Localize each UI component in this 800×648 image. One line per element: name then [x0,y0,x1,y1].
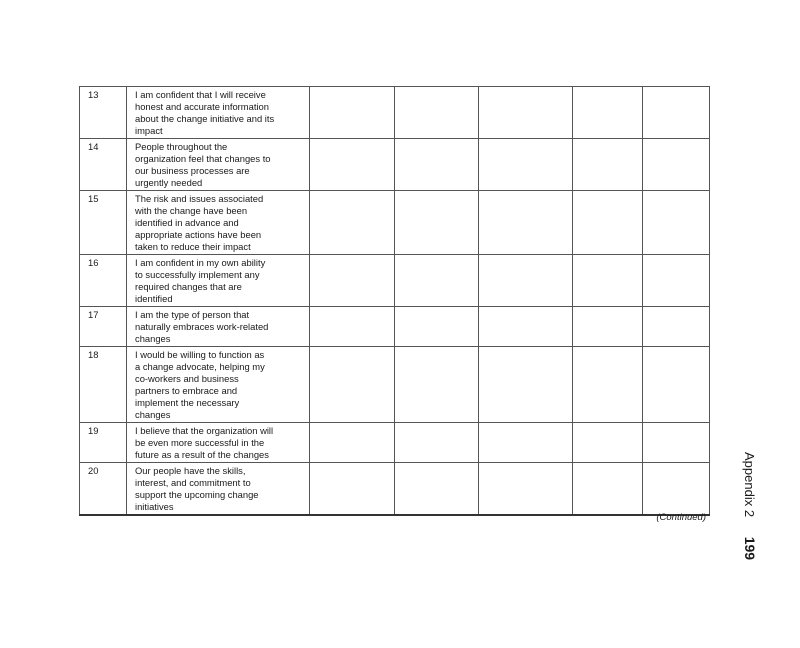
statement-line: to successfully implement any [135,269,260,280]
statement-line: interest, and commitment to [135,477,251,488]
response-cell[interactable] [479,87,573,139]
response-cell[interactable] [310,307,395,347]
item-number: 14 [80,139,127,191]
response-cell[interactable] [643,87,710,139]
statement-cell [127,307,310,347]
statement-line: I am confident that I will receive [135,89,266,100]
statement-line: The risk and issues associated [135,193,264,204]
response-cell[interactable] [395,463,479,516]
statement-line: taken to reduce their impact [135,241,251,252]
statement-line: co-workers and business [135,373,239,384]
response-cell[interactable] [643,423,710,463]
statement-line: I am confident in my own ability [135,257,266,268]
statement-line: I would be willing to function as [135,349,265,360]
response-cell[interactable] [573,255,643,307]
statement-line: our business processes are [135,165,250,176]
response-cell[interactable] [310,255,395,307]
table-row [80,347,710,423]
statement-line: Our people have the skills, [135,465,246,476]
response-cell[interactable] [395,255,479,307]
item-number: 19 [80,423,127,463]
response-cell[interactable] [643,191,710,255]
statement-cell [127,87,310,139]
response-cell[interactable] [573,191,643,255]
statement-line: support the upcoming change [135,489,259,500]
running-footer [738,452,778,592]
response-cell[interactable] [479,423,573,463]
statement-line: a change advocate, helping my [135,361,265,372]
response-cell[interactable] [310,347,395,423]
statement-line: about the change initiative and its [135,113,275,124]
continued-note: (Continued) [656,512,706,523]
response-cell[interactable] [643,255,710,307]
statement-cell [127,423,310,463]
response-cell[interactable] [479,191,573,255]
item-number: 13 [80,87,127,139]
survey-table [79,86,710,516]
statement-line: changes [135,333,171,344]
response-cell[interactable] [395,191,479,255]
statement-line: I believe that the organization will [135,425,274,436]
table-row [80,423,710,463]
statement-cell [127,191,310,255]
table-row [80,191,710,255]
statement-line: initiatives [135,501,174,512]
page-number: 199 [742,536,758,561]
statement-cell [127,139,310,191]
statement-cell [127,463,310,516]
response-cell[interactable] [643,463,710,516]
response-cell[interactable] [310,191,395,255]
statement-cell [127,347,310,423]
response-cell[interactable] [573,307,643,347]
item-number: 18 [80,347,127,423]
response-cell[interactable] [573,87,643,139]
response-cell[interactable] [573,463,643,516]
statement-line: I am the type of person that [135,309,250,320]
response-cell[interactable] [479,463,573,516]
item-number: 16 [80,255,127,307]
statement-line: future as a result of the changes [135,449,269,460]
statement-line: implement the necessary [135,397,240,408]
statement-line: urgently needed [135,177,203,188]
statement-line: impact [135,125,163,136]
response-cell[interactable] [573,139,643,191]
appendix-label: Appendix 2 [742,452,757,518]
response-cell[interactable] [643,347,710,423]
response-cell[interactable] [310,463,395,516]
statement-cell [127,255,310,307]
response-cell[interactable] [643,307,710,347]
table-row [80,255,710,307]
statement-line: partners to embrace and [135,385,238,396]
response-cell[interactable] [643,139,710,191]
statement-line: People throughout the [135,141,228,152]
statement-line: with the change have been [135,205,248,216]
response-cell[interactable] [395,423,479,463]
statement-line: appropriate actions have been [135,229,262,240]
item-number: 17 [80,307,127,347]
response-cell[interactable] [479,347,573,423]
response-cell[interactable] [395,347,479,423]
response-cell[interactable] [395,307,479,347]
statement-line: required changes that are [135,281,242,292]
response-cell[interactable] [479,139,573,191]
response-cell[interactable] [310,87,395,139]
item-number: 15 [80,191,127,255]
response-cell[interactable] [395,139,479,191]
statement-line: identified in advance and [135,217,239,228]
table-body [80,87,710,516]
statement-line: honest and accurate information [135,101,269,112]
response-cell[interactable] [573,423,643,463]
response-cell[interactable] [573,347,643,423]
table-row [80,307,710,347]
table-row [80,463,710,516]
item-number: 20 [80,463,127,516]
table-row [80,139,710,191]
response-cell[interactable] [479,255,573,307]
statement-line: organization feel that changes to [135,153,271,164]
statement-line: changes [135,409,171,420]
response-cell[interactable] [395,87,479,139]
table-row [80,87,710,139]
response-cell[interactable] [310,423,395,463]
statement-line: naturally embraces work-related [135,321,269,332]
response-cell[interactable] [310,139,395,191]
statement-line: be even more successful in the [135,437,265,448]
response-cell[interactable] [479,307,573,347]
statement-line: identified [135,293,173,304]
